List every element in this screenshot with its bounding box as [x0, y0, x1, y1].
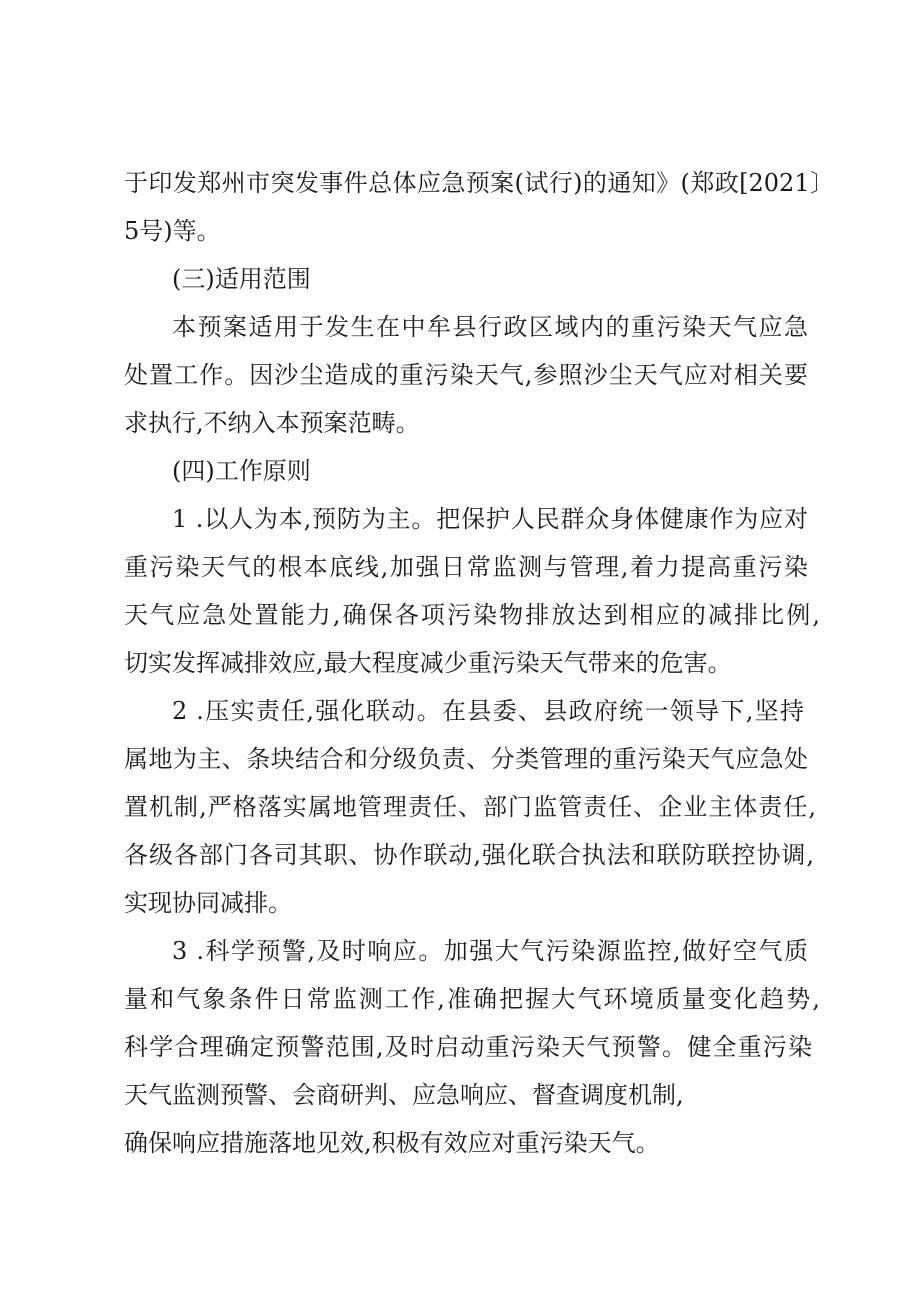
text-line: 科学合理确定预警范围,及时启动重污染天气预警。健全重污染 [124, 1033, 812, 1061]
text-line: 3 .科学预警,及时响应。加强大气污染源监控,做好空气质 [172, 937, 808, 965]
text-line: 处置工作。因沙尘造成的重污染天气,参照沙尘天气应对相关要 [124, 361, 808, 389]
text-line: 量和气象条件日常监测工作,准确把握大气环境质量变化趋势, [124, 985, 820, 1013]
section-heading-scope: (三)适用范围 [172, 265, 311, 293]
text-line: 重污染天气的根本底线,加强日常监测与管理,着力提高重污染 [124, 553, 808, 581]
text-line: 求执行,不纳入本预案范畴。 [124, 409, 420, 437]
text-line: 于印发郑州市突发事件总体应急预案(试行)的通知》(郑政[2021〕 [124, 169, 834, 197]
text-line: 置机制,严格落实属地管理责任、部门监管责任、企业主体责任, [124, 793, 816, 821]
text-line: 天气监测预警、会商研判、应急响应、督查调度机制, [124, 1081, 684, 1109]
text-line: 确保响应措施落地见效,积极有效应对重污染天气。 [124, 1129, 660, 1157]
text-line: 属地为主、条块结合和分级负责、分类管理的重污染天气应急处 [124, 745, 808, 773]
text-line: 天气应急处置能力,确保各项污染物排放达到相应的减排比例, [124, 601, 820, 629]
text-line: 1 .以人为本,预防为主。把保护人民群众身体健康作为应对 [172, 505, 808, 533]
text-line: 2 .压实责任,强化联动。在县委、县政府统一领导下,坚持 [172, 697, 804, 725]
text-line: 切实发挥减排效应,最大程度减少重污染天气带来的危害。 [124, 649, 732, 677]
text-line: 各级各部门各司其职、协作联动,强化联合执法和联防联控协调, [124, 841, 814, 869]
text-line: 5号)等。 [124, 217, 221, 245]
text-line: 本预案适用于发生在中牟县行政区域内的重污染天气应急 [172, 313, 808, 341]
section-heading-principles: (四)工作原则 [172, 457, 311, 485]
text-line: 实现协同减排。 [124, 889, 292, 917]
